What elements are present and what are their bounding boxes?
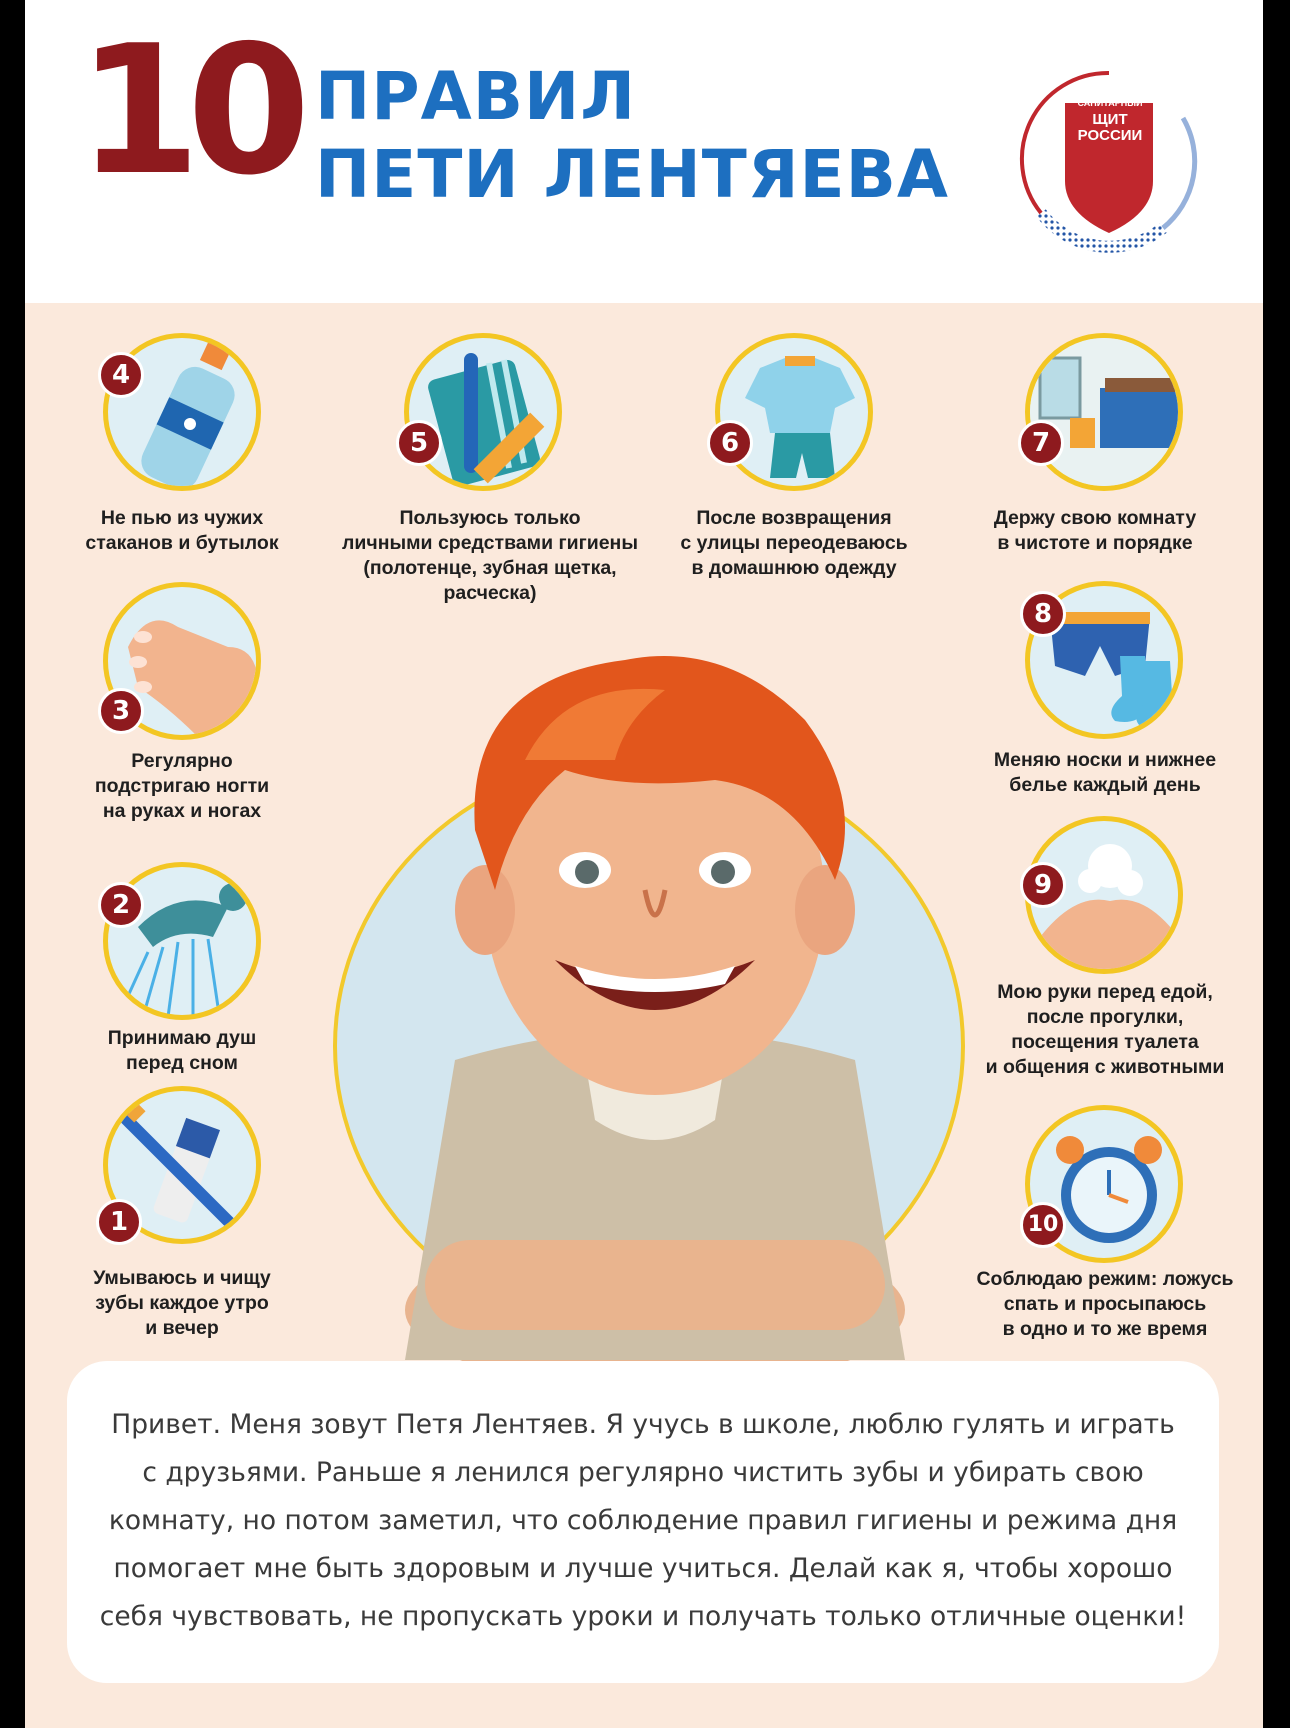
rule-1-line: и вечер [145, 1317, 219, 1339]
rule-7-line: Держу свою комнату [993, 507, 1197, 529]
intro-line: Привет. Меня зовут Петя Лентяев. Я учусь в школе, люблю гулять и играть [111, 1409, 1175, 1440]
logo-line-2: ЩИТ [1092, 111, 1128, 129]
rule-1-line: Умываюсь и чищу [93, 1267, 271, 1289]
boy-illustration [365, 640, 945, 1380]
rule-7-caption [965, 506, 1225, 556]
header [25, 0, 1263, 303]
rule-1-caption [52, 1266, 312, 1341]
rule-7-icon-circle [1025, 333, 1183, 491]
rule-2-number-badge: 2 [98, 882, 144, 928]
rule-3-caption [52, 749, 312, 824]
rule-8-number-badge: 8 [1020, 591, 1066, 637]
rule-9-line: после прогулки, [1026, 1006, 1184, 1028]
towel-comb-icon [409, 338, 562, 491]
rule-4-line: Не пью из чужих [100, 507, 264, 529]
rule-10-caption [970, 1267, 1240, 1342]
rule-6-line: с улицы переодеваюсь [680, 532, 908, 554]
rule-9-line: Мою руки перед едой, [997, 981, 1213, 1003]
rule-5-line: Пользуюсь только [399, 507, 581, 529]
intro-line: себя чувствовать, не пропускать уроки и получать только отличные оценки! [99, 1601, 1187, 1632]
rule-8-line: Меняю носки и нижнее [993, 749, 1217, 771]
title-line-2: ПЕТИ ЛЕНТЯЕВА [315, 136, 950, 213]
rule-5-line: личными средствами гигиены [342, 532, 638, 554]
rule-4-number-badge: 4 [98, 352, 144, 398]
headline-title [315, 58, 949, 214]
intro-text [67, 1401, 1219, 1641]
logo-line-3: РОССИИ [1077, 127, 1143, 145]
rule-2-line: Принимаю душ [107, 1027, 257, 1049]
rule-1-number-badge: 1 [96, 1199, 142, 1245]
intro-line: помогает мне быть здоровым и лучше учиться. Делай как я, чтобы хорошо [113, 1553, 1173, 1584]
rule-9-line: и общения с животными [985, 1056, 1225, 1078]
rule-7-number-badge: 7 [1018, 420, 1064, 466]
rule-1-line: зубы каждое утро [95, 1292, 269, 1314]
rule-6-number-badge: 6 [707, 420, 753, 466]
title-line-1: ПРАВИЛ [315, 58, 637, 135]
intro-line: с друзьями. Раньше я ленился регулярно чистить зубы и убирать свою [142, 1457, 1144, 1488]
headline-number: 10 [77, 7, 297, 214]
rule-10-line: в одно и то же время [1002, 1318, 1208, 1340]
rule-2-caption [52, 1026, 312, 1076]
rule-5-line: (полотенце, зубная щетка, [363, 557, 617, 579]
rule-3-line: подстригаю ногти [94, 775, 270, 797]
logo-ring-icon [1013, 63, 1205, 255]
rule-3-number-badge: 3 [98, 688, 144, 734]
rule-6-line: в домашнюю одежду [691, 557, 897, 579]
rule-9-caption [970, 980, 1240, 1080]
rule-8-caption [970, 748, 1240, 798]
clothes-icon [720, 338, 873, 491]
rule-4-caption [52, 506, 312, 556]
rule-8-line: белье каждый день [1009, 774, 1201, 796]
rule-5-line: расческа) [443, 582, 537, 604]
rule-3-line: на руках и ногах [102, 800, 262, 822]
bedroom-icon [1030, 338, 1183, 491]
rule-4-line: стаканов и бутылок [85, 532, 279, 554]
rule-6-icon-circle [715, 333, 873, 491]
intro-line: комнату, но потом заметил, что соблюдение правил гигиены и режима дня [108, 1505, 1178, 1536]
rule-9-number-badge: 9 [1020, 862, 1066, 908]
sanitary-shield-logo [1013, 63, 1205, 255]
logo-line-1: САНИТАРНЫЙ [1077, 98, 1143, 108]
rule-6-line: После возвращения [696, 507, 892, 529]
rule-7-line: в чистоте и порядке [997, 532, 1193, 554]
rule-10-line: Соблюдаю режим: ложусь [976, 1268, 1234, 1290]
rule-6-caption [664, 506, 924, 581]
rule-5-number-badge: 5 [396, 420, 442, 466]
poster [25, 0, 1263, 1728]
rule-10-number-badge: 10 [1020, 1202, 1066, 1248]
logo-text [1071, 99, 1149, 144]
rule-5-icon-circle [404, 333, 562, 491]
rule-10-line: спать и просыпаюсь [1003, 1293, 1207, 1315]
intro-card [67, 1361, 1219, 1683]
rule-3-line: Регулярно [131, 750, 233, 772]
rule-5-caption [340, 506, 640, 606]
rule-9-line: посещения туалета [1011, 1031, 1199, 1053]
rule-2-line: перед сном [126, 1052, 238, 1074]
